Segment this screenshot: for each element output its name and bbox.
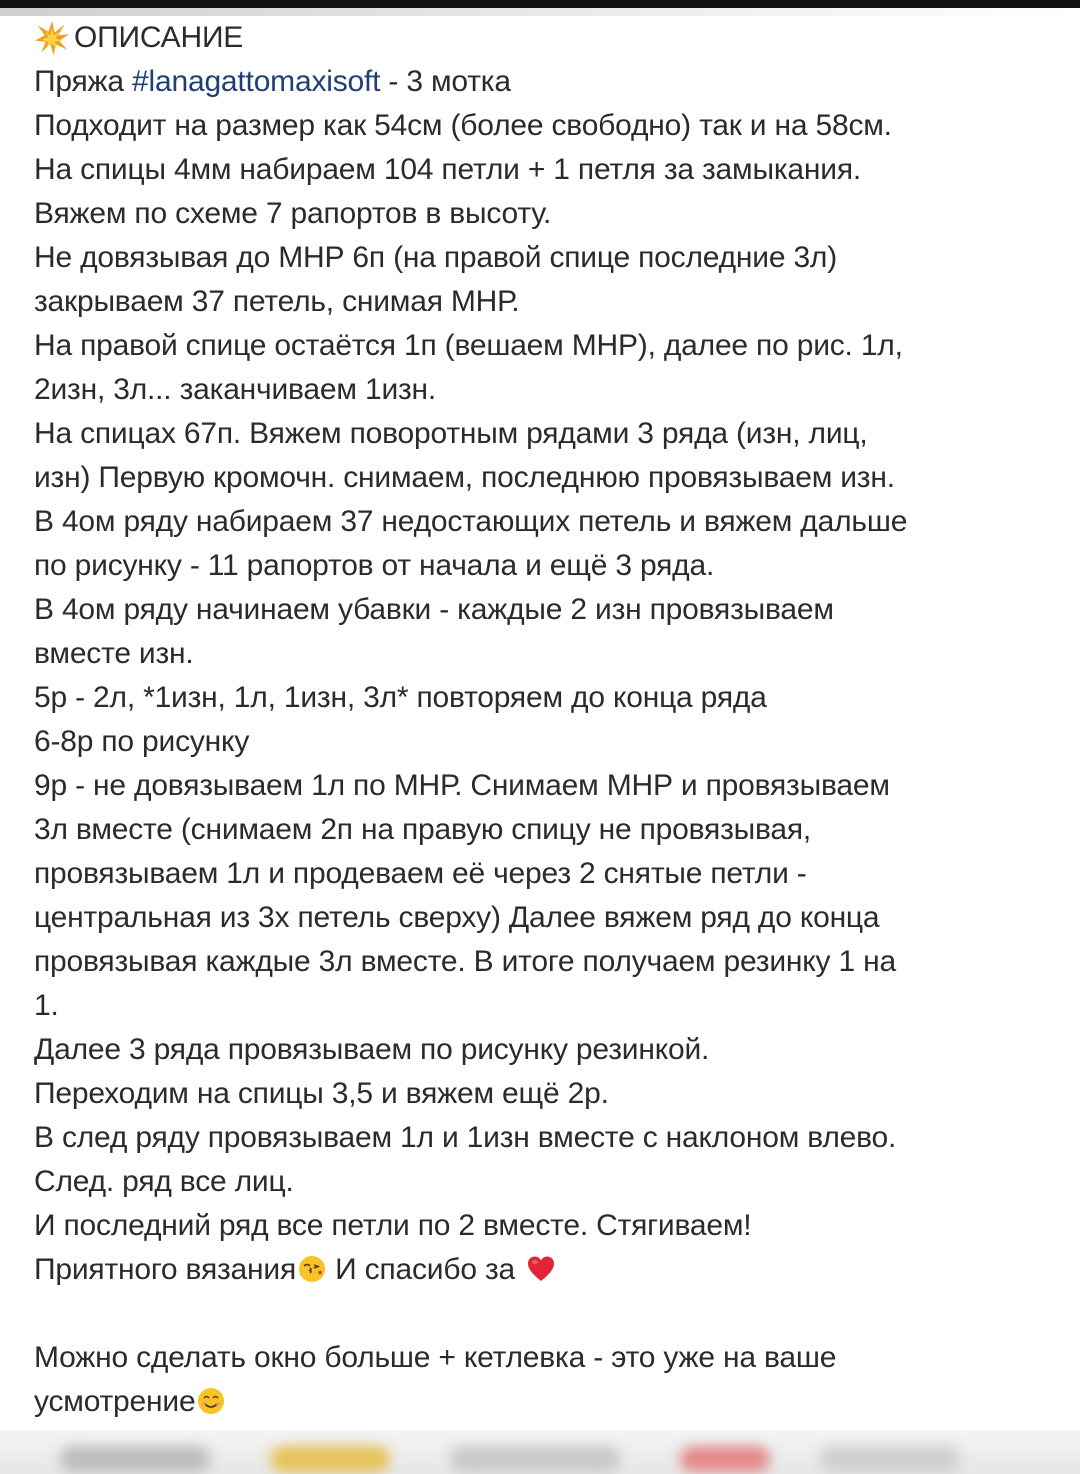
instruction-line: 2изн, 3л... заканчиваем 1изн. bbox=[34, 373, 437, 406]
instruction-line: Не довязывая до МНР 6п (на правой спице последние 3л) bbox=[34, 241, 838, 274]
instruction-line: 5р - 2л, *1изн, 1л, 1изн, 3л* повторяем до конца ряда bbox=[34, 681, 767, 714]
instruction-line: В след ряду провязываем 1л и 1изн вместе с наклоном влево. bbox=[34, 1121, 897, 1154]
instruction-line: по рисунку - 11 рапортов от начала и ещё 3 ряда. bbox=[34, 549, 715, 582]
instruction-line: Вяжем по схеме 7 рапортов в высоту. bbox=[34, 197, 552, 230]
instruction-line: вместе изн. bbox=[34, 637, 194, 670]
instruction-line: В 4ом ряду набираем 37 недостающих петель и вяжем дальше bbox=[34, 505, 908, 538]
instruction-line: провязываем 1л и продеваем её через 2 снятые петли - bbox=[34, 857, 807, 890]
footer-text: усмотрение bbox=[34, 1385, 196, 1418]
yarn-hashtag-link[interactable]: #lanagattomaxisoft bbox=[132, 65, 381, 98]
post-caption bbox=[34, 16, 1054, 1424]
instruction-line: Переходим на спицы 3,5 и вяжем ещё 2р. bbox=[34, 1077, 609, 1110]
red-heart-emoji-icon bbox=[524, 1254, 558, 1284]
burst-sparkle-icon bbox=[34, 20, 70, 56]
blur-shape bbox=[450, 1446, 620, 1472]
post-heading bbox=[34, 16, 1054, 60]
footer-line-1: Можно сделать окно больше + кетлевка - это уже на ваше bbox=[34, 1341, 837, 1374]
instruction-line: Подходит на размер как 54см (более свободно) так и на 58см. bbox=[34, 109, 892, 142]
instructions-body bbox=[34, 104, 1054, 1248]
thanks-text-1: Приятного вязания bbox=[34, 1253, 297, 1286]
thanks-text-2: И спасибо за bbox=[327, 1253, 524, 1286]
blur-shape bbox=[60, 1446, 210, 1472]
instruction-line: 3л вместе (снимаем 2п на правую спицу не провязывая, bbox=[34, 813, 812, 846]
yarn-line bbox=[34, 60, 1054, 104]
instruction-line: И последний ряд все петли по 2 вместе. Стягиваем! bbox=[34, 1209, 752, 1242]
instruction-line: центральная из 3х петель сверху) Далее вяжем ряд до конца bbox=[34, 901, 880, 934]
blur-shape bbox=[270, 1446, 390, 1472]
blurred-next-post-preview bbox=[0, 1430, 1080, 1474]
blank-line bbox=[34, 1292, 1054, 1336]
thanks-line bbox=[34, 1248, 1054, 1292]
instruction-line: На спицы 4мм набираем 104 петли + 1 петля за замыкания. bbox=[34, 153, 861, 186]
yarn-suffix: - 3 мотка bbox=[380, 65, 511, 98]
instruction-line: изн) Первую кромочн. снимаем, последнюю провязываем изн. bbox=[34, 461, 895, 494]
instruction-line: На правой спице остаётся 1п (вешаем МНР), далее по рис. 1л, bbox=[34, 329, 903, 362]
instruction-line: 6-8р по рисунку bbox=[34, 725, 250, 758]
top-status-bar-edge bbox=[0, 0, 1080, 8]
instruction-line: На спицах 67п. Вяжем поворотным рядами 3 ряда (изн, лиц, bbox=[34, 417, 868, 450]
blur-shape bbox=[820, 1446, 960, 1472]
instruction-line: провязывая каждые 3л вместе. В итоге получаем резинку 1 на bbox=[34, 945, 896, 978]
instruction-line: закрываем 37 петель, снимая МНР. bbox=[34, 285, 520, 318]
instruction-line: Далее 3 ряда провязываем по рисунку резинкой. bbox=[34, 1033, 710, 1066]
instruction-line: В 4ом ряду начинаем убавки - каждые 2 изн провязываем bbox=[34, 593, 834, 626]
footer-line-2 bbox=[34, 1380, 1054, 1424]
blur-shape bbox=[680, 1446, 770, 1472]
instruction-line: След. ряд все лиц. bbox=[34, 1165, 294, 1198]
instruction-line: 9р - не довязываем 1л по МНР. Снимаем МНР и провязываем bbox=[34, 769, 890, 802]
top-shadow bbox=[0, 8, 1080, 16]
yarn-prefix: Пряжа bbox=[34, 65, 133, 98]
smiling-face-emoji-icon bbox=[196, 1386, 226, 1416]
instruction-line: 1. bbox=[34, 989, 59, 1022]
kiss-face-emoji-icon bbox=[297, 1254, 327, 1284]
heading-text: ОПИСАНИЕ bbox=[74, 21, 244, 54]
